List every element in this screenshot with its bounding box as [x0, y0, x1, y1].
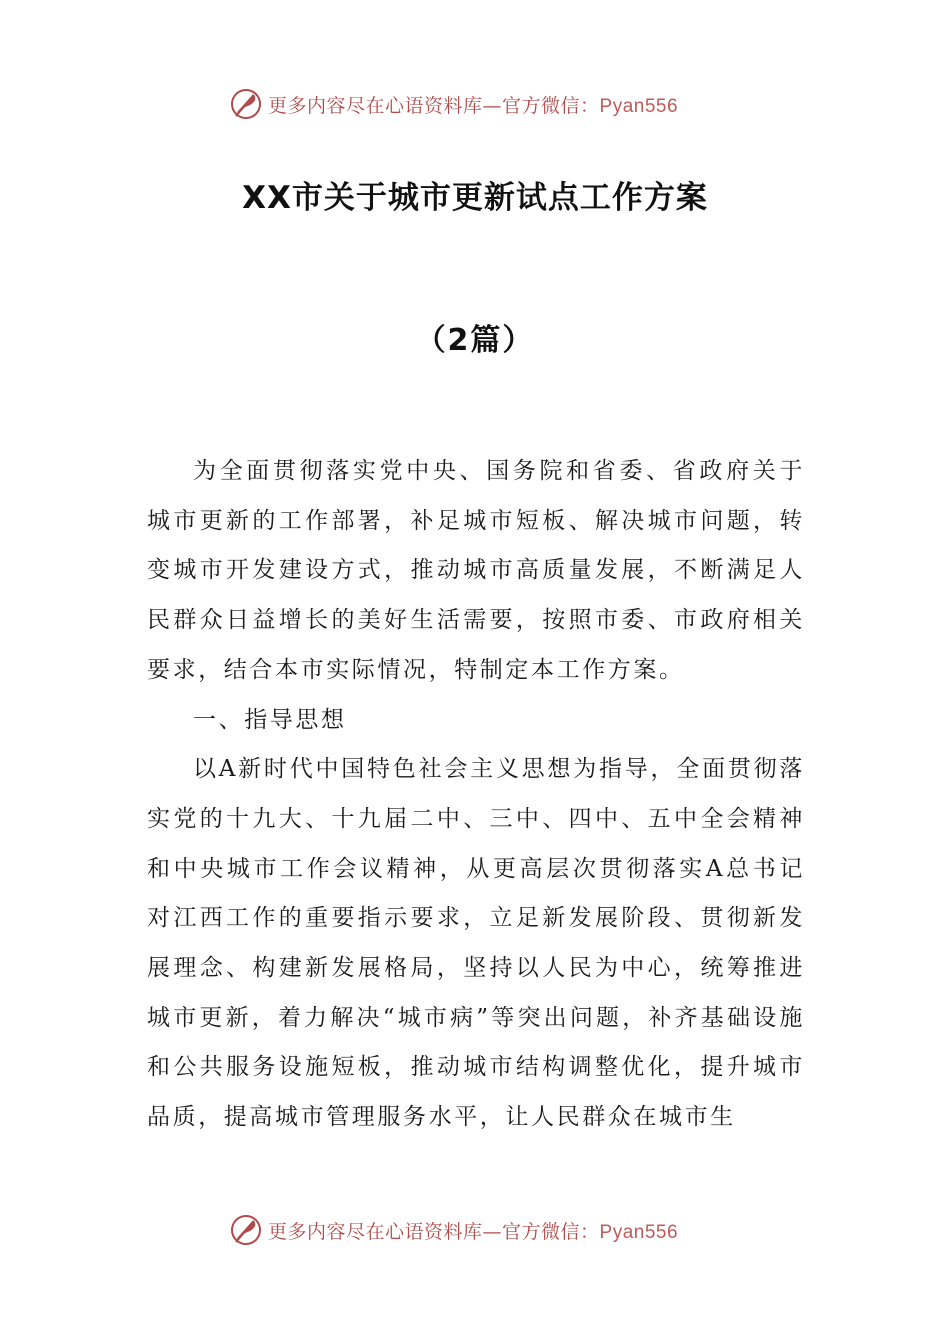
document-title: XX市关于城市更新试点工作方案 — [242, 180, 708, 216]
wechat-id: Pyan556 — [599, 1221, 679, 1243]
paragraph-guiding-thought: 以A新时代中国特色社会主义思想为指导，全面贯彻落实党的十九大、十九届二中、三中、四中、五中全会精神和中央城市工作会议精神，从更高层次贯彻落实A总书记对江西工作的重要指示要求，立足新发展阶段、贯彻新发展理念、构建新发展格局，坚持以人民为中心，统筹推进城市更新，着力解决“城市病”等突出问题，补齐基础设施和公共服务设施短板，推动城市结构调整优化，提升城市品质，提高城市管理服务水平，让人民群众在城市生 — [147, 756, 805, 1131]
banner-text: 更多内容尽在心语资料库—官方微信：Pyan556 — [268, 1220, 679, 1243]
document-subtitle: （2篇） — [415, 323, 535, 358]
wechat-id: Pyan556 — [599, 95, 679, 117]
section-heading: 一、指导思想 — [193, 706, 347, 733]
quill-pen-logo-icon — [228, 1212, 264, 1248]
document-body — [147, 447, 805, 1143]
banner-text: 更多内容尽在心语资料库—官方微信：Pyan556 — [268, 94, 679, 117]
paragraph-intro: 为全面贯彻落实党中央、国务院和省委、省政府关于城市更新的工作部署，补足城市短板、解决城市问题，转变城市开发建设方式，推动城市高质量发展，不断满足人民群众日益增长的美好生活需要，按照市委、市政府相关要求，结合本市实际情况，特制定本工作方案。 — [147, 458, 805, 683]
footer-banner — [228, 1212, 678, 1248]
header-banner — [228, 86, 678, 122]
quill-pen-logo-icon — [228, 86, 264, 122]
